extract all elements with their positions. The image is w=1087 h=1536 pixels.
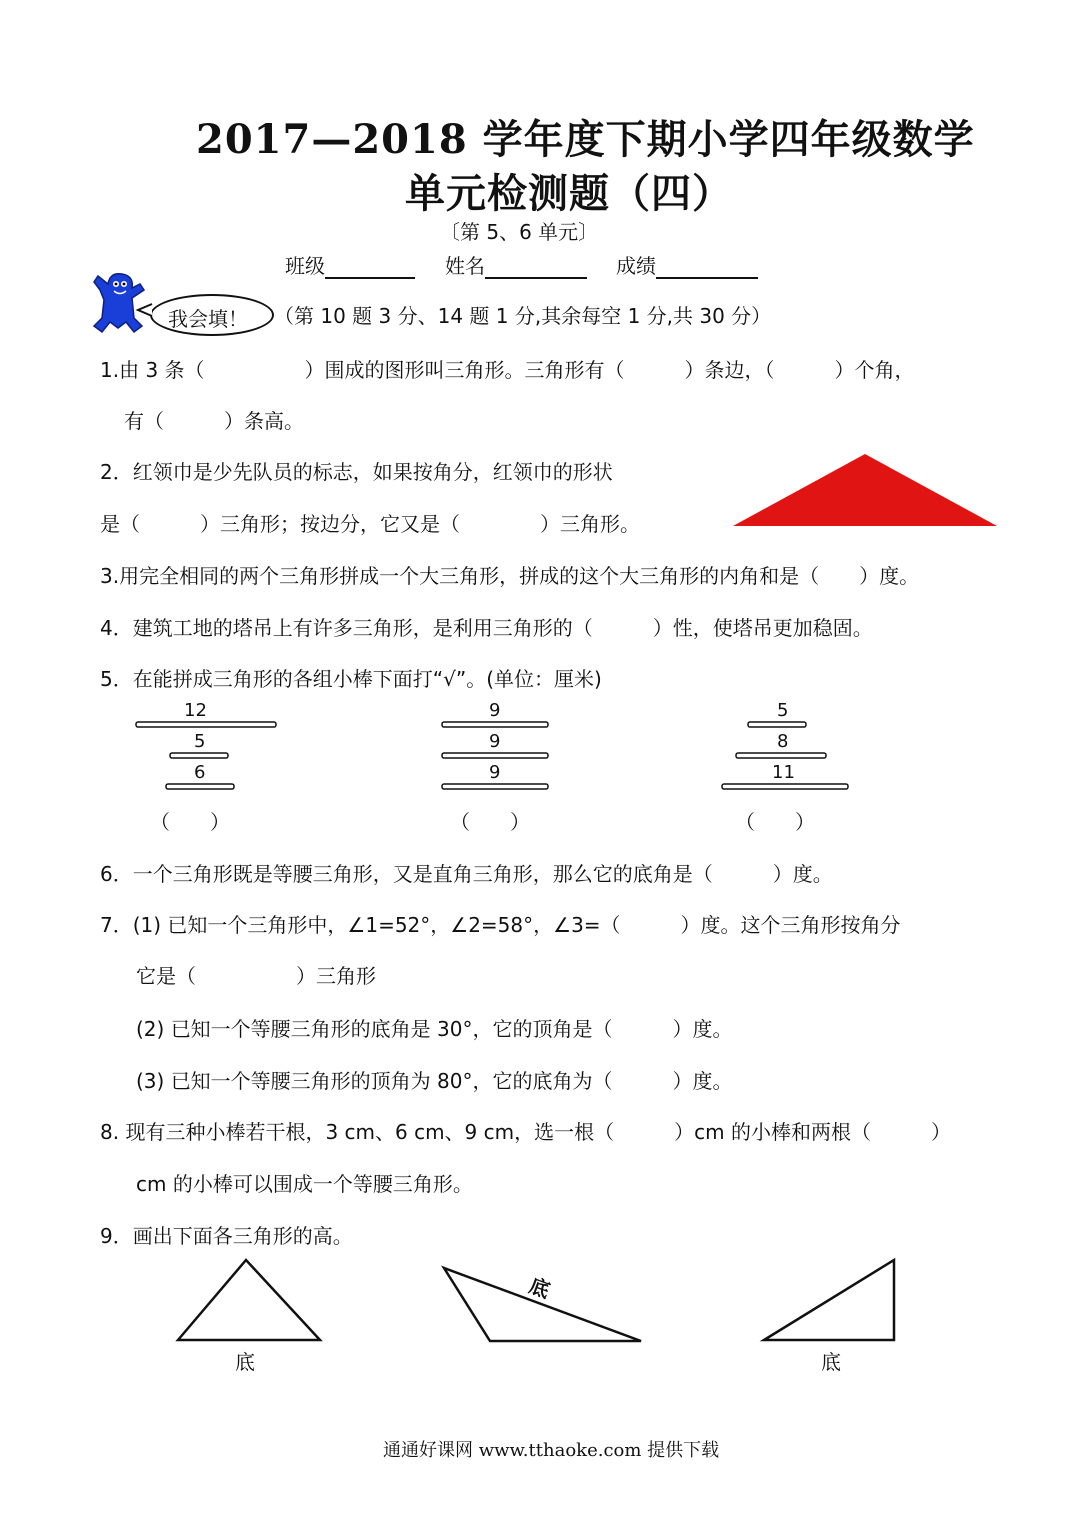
answer-paren-1[interactable]: （ ） <box>150 810 230 834</box>
name-blank <box>485 255 587 279</box>
question-8-line2: cm 的小棒可以围成一个等腰三角形。 <box>136 1172 473 1196</box>
stick-label: 9 <box>489 731 501 752</box>
stick-11 <box>722 784 848 789</box>
question-1-line2: 有（ ）条高。 <box>124 409 304 433</box>
name-label: 姓名 <box>445 254 485 278</box>
class-blank <box>325 255 415 279</box>
answer-paren-2[interactable]: （ ） <box>450 810 530 834</box>
class-label: 班级 <box>285 254 325 278</box>
question-6: 6．一个三角形既是等腰三角形，又是直角三角形，那么它的底角是（ ）度。 <box>100 862 833 886</box>
stick-group-3 <box>714 700 864 800</box>
stick-5 <box>170 753 228 758</box>
stick-group-1 <box>130 700 290 800</box>
score-field <box>616 250 758 279</box>
footer-text: 通通好课网 www.tthaoke.com 提供下载 <box>383 1440 720 1461</box>
base-label-2: 底 <box>525 1273 553 1303</box>
unit-subtitle: 〔第 5、6 单元〕 <box>440 220 599 244</box>
stick-label: 5 <box>194 731 206 752</box>
question-7-line2: 它是（ ）三角形 <box>136 964 376 988</box>
stick-9 <box>442 722 548 727</box>
stick-label: 12 <box>184 700 207 721</box>
question-2-line1: 2．红领巾是少先队员的标志，如果按角分，红领巾的形状 <box>100 460 613 484</box>
stick-label: 5 <box>777 700 789 721</box>
page-title-line1: 2017—2018 学年度下期小学四年级数学 <box>196 116 975 163</box>
stick-8 <box>736 753 826 758</box>
bubble-tail <box>136 302 156 318</box>
stick-label: 8 <box>777 731 789 752</box>
question-7-line4: (3) 已知一个等腰三角形的顶角为 80°，它的底角为（ ）度。 <box>136 1069 733 1093</box>
stick-9 <box>442 753 548 758</box>
base-label-3: 底 <box>821 1350 841 1374</box>
base-label-1: 底 <box>235 1350 255 1374</box>
section-badge-text: 我会填！ <box>168 307 248 331</box>
answer-paren-3[interactable]: （ ） <box>735 810 815 834</box>
stick-12 <box>136 722 276 727</box>
question-1-line1: 1.由 3 条（ ）围成的图形叫三角形。三角形有（ ）条边，（ ）个角， <box>100 358 915 382</box>
question-9: 9．画出下面各三角形的高。 <box>100 1224 353 1248</box>
triangle-acute <box>174 1256 324 1346</box>
question-3: 3.用完全相同的两个三角形拼成一个大三角形，拼成的这个大三角形的内角和是（ ）度。 <box>100 564 920 588</box>
stick-label: 11 <box>772 762 795 783</box>
name-field <box>445 250 587 279</box>
question-4: 4．建筑工地的塔吊上有许多三角形，是利用三角形的（ ）性，使塔吊更加稳固。 <box>100 616 873 640</box>
stick-9 <box>442 784 548 789</box>
question-5: 5．在能拼成三角形的各组小棒下面打“√”。(单位：厘米) <box>100 667 602 691</box>
question-8-line1: 8. 现有三种小棒若干根，3 cm、6 cm、9 cm，选一根（ ）cm 的小棒和两根（ ） <box>100 1120 951 1144</box>
page-title-line2: 单元检测题（四） <box>405 170 733 217</box>
section-badge <box>150 294 274 336</box>
stick-label: 6 <box>194 762 206 783</box>
stick-6 <box>166 784 234 789</box>
triangle-right <box>760 1256 900 1346</box>
class-field <box>285 250 415 279</box>
section-note: （第 10 题 3 分、14 题 1 分,其余每空 1 分,共 30 分） <box>274 304 772 328</box>
stick-label: 9 <box>489 700 501 721</box>
score-blank <box>656 255 758 279</box>
stick-label: 9 <box>489 762 501 783</box>
score-label: 成绩 <box>616 254 656 278</box>
question-7-line1: 7．(1) 已知一个三角形中，∠1=52°，∠2=58°，∠3=（ ）度。这个三角形按角分 <box>100 913 901 937</box>
question-2-line2: 是（ ）三角形；按边分，它又是（ ）三角形。 <box>100 512 640 536</box>
question-7-line3: (2) 已知一个等腰三角形的底角是 30°，它的顶角是（ ）度。 <box>136 1017 733 1041</box>
stick-5 <box>748 722 806 727</box>
red-scarf-triangle <box>733 452 998 527</box>
